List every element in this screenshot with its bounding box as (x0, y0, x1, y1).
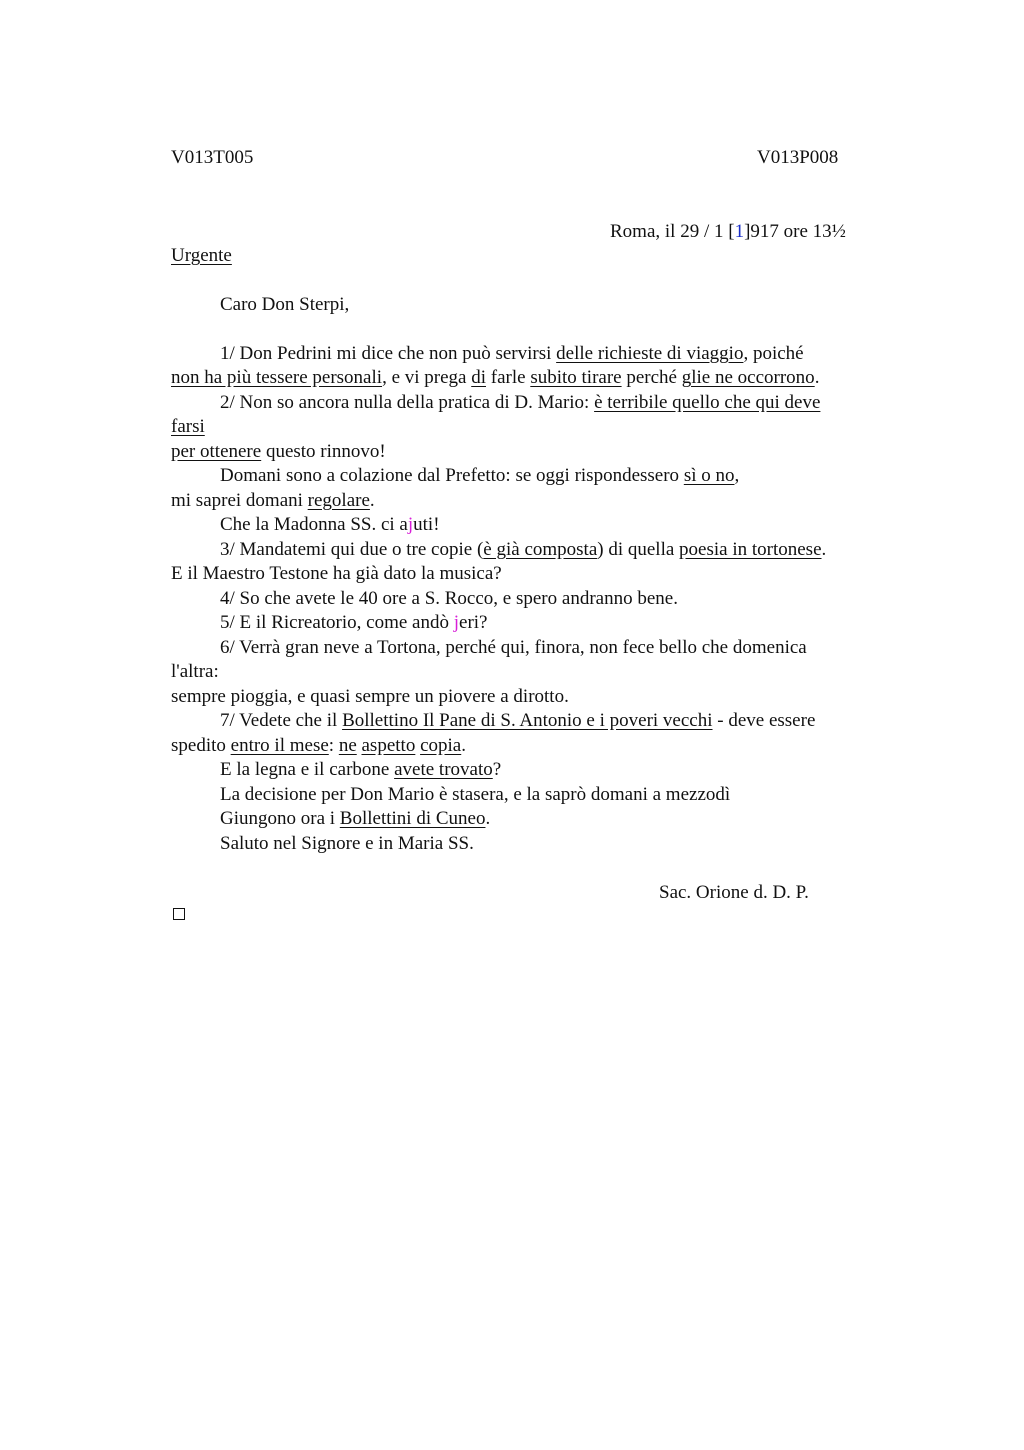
point-4-line: 4/ So che avete le 40 ore a S. Rocco, e spero andranno bene. (220, 588, 678, 609)
point-7-line-1: 7/ Vedete che il Bollettino Il Pane di S. Antonio e i poveri vecchi - deve essere (220, 710, 816, 731)
legna-line: E la legna e il carbone avete trovato? (220, 759, 502, 780)
header-right-code: V013P008 (757, 147, 839, 168)
point-2-line-2: farsi (171, 416, 205, 437)
point-6-line-3: sempre pioggia, e quasi sempre un piovere a dirotto. (171, 686, 569, 707)
point-3-line-1: 3/ Mandatemi qui due o tre copie (è già composta) di quella poesia in tortonese. (220, 539, 827, 560)
dateline-bracket-digit: 1 (734, 221, 745, 242)
header-left-code: V013T005 (171, 147, 254, 168)
point-1-line-1: 1/ Don Pedrini mi dice che non può servirsi delle richieste di viaggio, poiché (220, 343, 804, 364)
point-2-line-1: 2/ Non so ancora nulla della pratica di D. Mario: è terribile quello che qui deve (220, 392, 821, 413)
giungono-line: Giungono ora i Bollettini di Cuneo. (220, 808, 491, 829)
prefetto-line-2: mi saprei domani regolare. (171, 490, 375, 511)
point-6-line-1: 6/ Verrà gran neve a Tortona, perché qui, finora, non fece bello che domenica (220, 637, 807, 658)
closing-greeting: Saluto nel Signore e in Maria SS. (220, 833, 474, 854)
point-2-line-3: per ottenere questo rinnovo! (171, 441, 386, 462)
empty-square-icon (173, 908, 185, 920)
prefetto-line-1: Domani sono a colazione dal Prefetto: se oggi rispondessero sì o no, (220, 465, 740, 486)
point-5-line: 5/ E il Ricreatorio, come andò jeri? (220, 612, 488, 633)
point-3-line-2: E il Maestro Testone ha già dato la musica? (171, 563, 502, 584)
point-6-line-2: l'altra: (171, 661, 219, 682)
madonna-line: Che la Madonna SS. ci ajuti! (220, 514, 440, 535)
dateline: Roma, il 29 / 1 [1]917 ore 13½ (610, 221, 846, 242)
point-7-line-2: spedito entro il mese: ne aspetto copia. (171, 735, 466, 756)
signature: Sac. Orione d. D. P. (659, 882, 809, 903)
point-1-line-2: non ha più tessere personali, e vi prega di farle subito tirare perché glie ne occorrono. (171, 367, 820, 388)
salutation: Caro Don Sterpi, (220, 294, 350, 315)
urgent-label: Urgente (171, 245, 232, 266)
decisione-line: La decisione per Don Mario è stasera, e la saprò domani a mezzodì (220, 784, 731, 805)
